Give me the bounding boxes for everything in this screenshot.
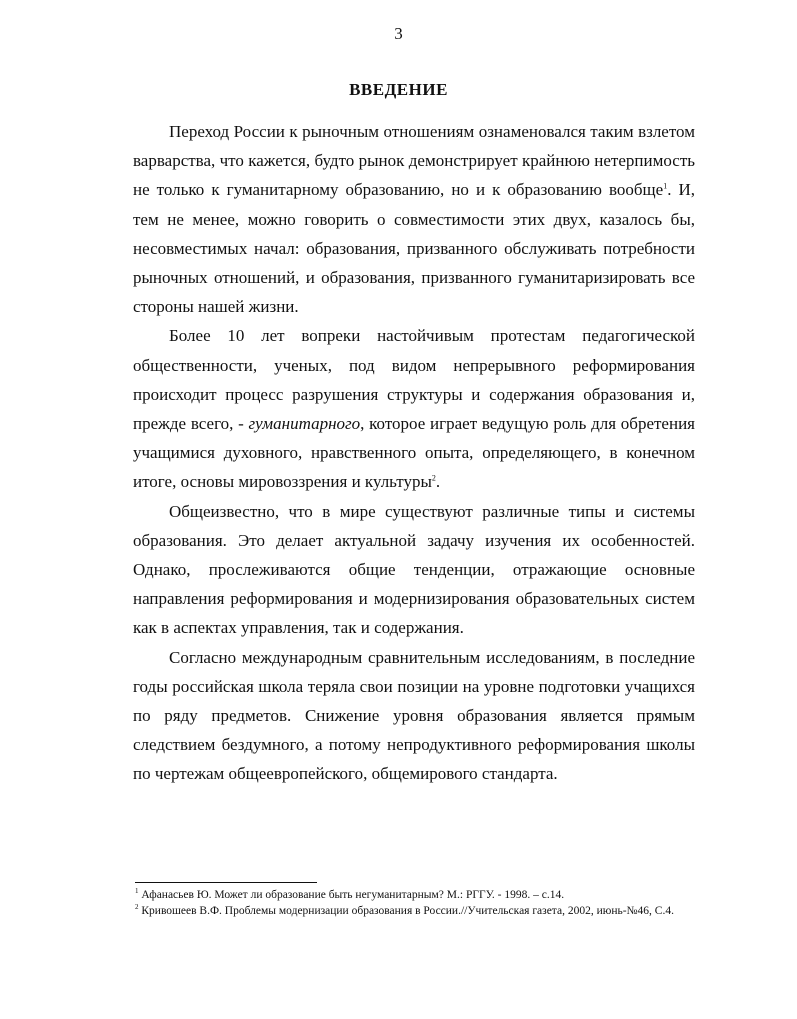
footnote-1 — [135, 888, 695, 904]
footnote-2-text: Кривошеев В.Ф. Проблемы модернизации образования в России.//Учительская газета, 2002, июнь-№46, С.4. — [138, 904, 674, 917]
paragraph-4: Согласно международным сравнительным исследованиям, в последние годы российская школа теряла свои позиции на уровне подготовки учащихся по ряду предметов. Снижение уровня образования является прямым следствием бездумного, а потому непродуктивного реформирования школы по чертежам общеевропейского, общемирового стандарта. — [133, 647, 695, 784]
footnote-mark-2: 2 — [135, 902, 139, 911]
paragraph-3: Общеизвестно, что в мире существуют различные типы и системы образования. Это делает актуальной задачу изучения их особенностей. Однако, прослеживаются общие тенденции, отражающие основные направления реформирования и модернизирования образовательных систем как в аспектах управления, так и содержания. — [133, 501, 695, 638]
footnote-divider — [135, 882, 317, 883]
footnote-mark-1: 1 — [135, 887, 139, 896]
footnote-2 — [135, 904, 695, 920]
paragraph-2 — [133, 321, 695, 496]
paragraph-2-text-end: . — [435, 472, 441, 492]
footnote-ref-2: 2 — [431, 473, 436, 483]
paragraph-1-text-cont: . И, тем не менее, можно говорить о совместимости этих двух, казалось бы, несовместимых начал: образования, призванного обслуживать потребности рыночных отношений, и образования, призванного гуманитаризировать все стороны нашей жизни. — [133, 180, 695, 317]
paragraph-2-text: Более 10 лет вопреки настойчивым протестам педагогической общественности, ученых, под видом непрерывного реформирования происходит процесс разрушения структуры и содержания образования и, прежде всего, - — [133, 326, 695, 434]
paragraph-1 — [133, 117, 695, 321]
paragraph-1-text: Переход России к рыночным отношениям ознаменовался таким взлетом варварства, что кажется, будто рынок демонстрирует крайнюю нетерпимость не только к гуманитарному образованию, но и к образованию вообще — [133, 122, 695, 200]
footnotes — [135, 888, 695, 919]
section-heading: ВВЕДЕНИЕ — [349, 80, 448, 99]
footnote-ref-1: 1 — [663, 181, 668, 191]
paragraph-2-emphasis: гуманитарного — [248, 414, 361, 434]
body-text — [133, 117, 695, 789]
paragraph-2-text-cont: , которое играет ведущую роль для обретения учащимися духовного, нравственного опыта, определяющего, в конечном итоге, основы мировоззрения и культуры — [133, 414, 695, 492]
footnote-1-text: Афанасьев Ю. Может ли образование быть негуманитарным? М.: РГГУ. - 1998. – с.14. — [138, 889, 565, 901]
page-number: 3 — [394, 24, 403, 43]
